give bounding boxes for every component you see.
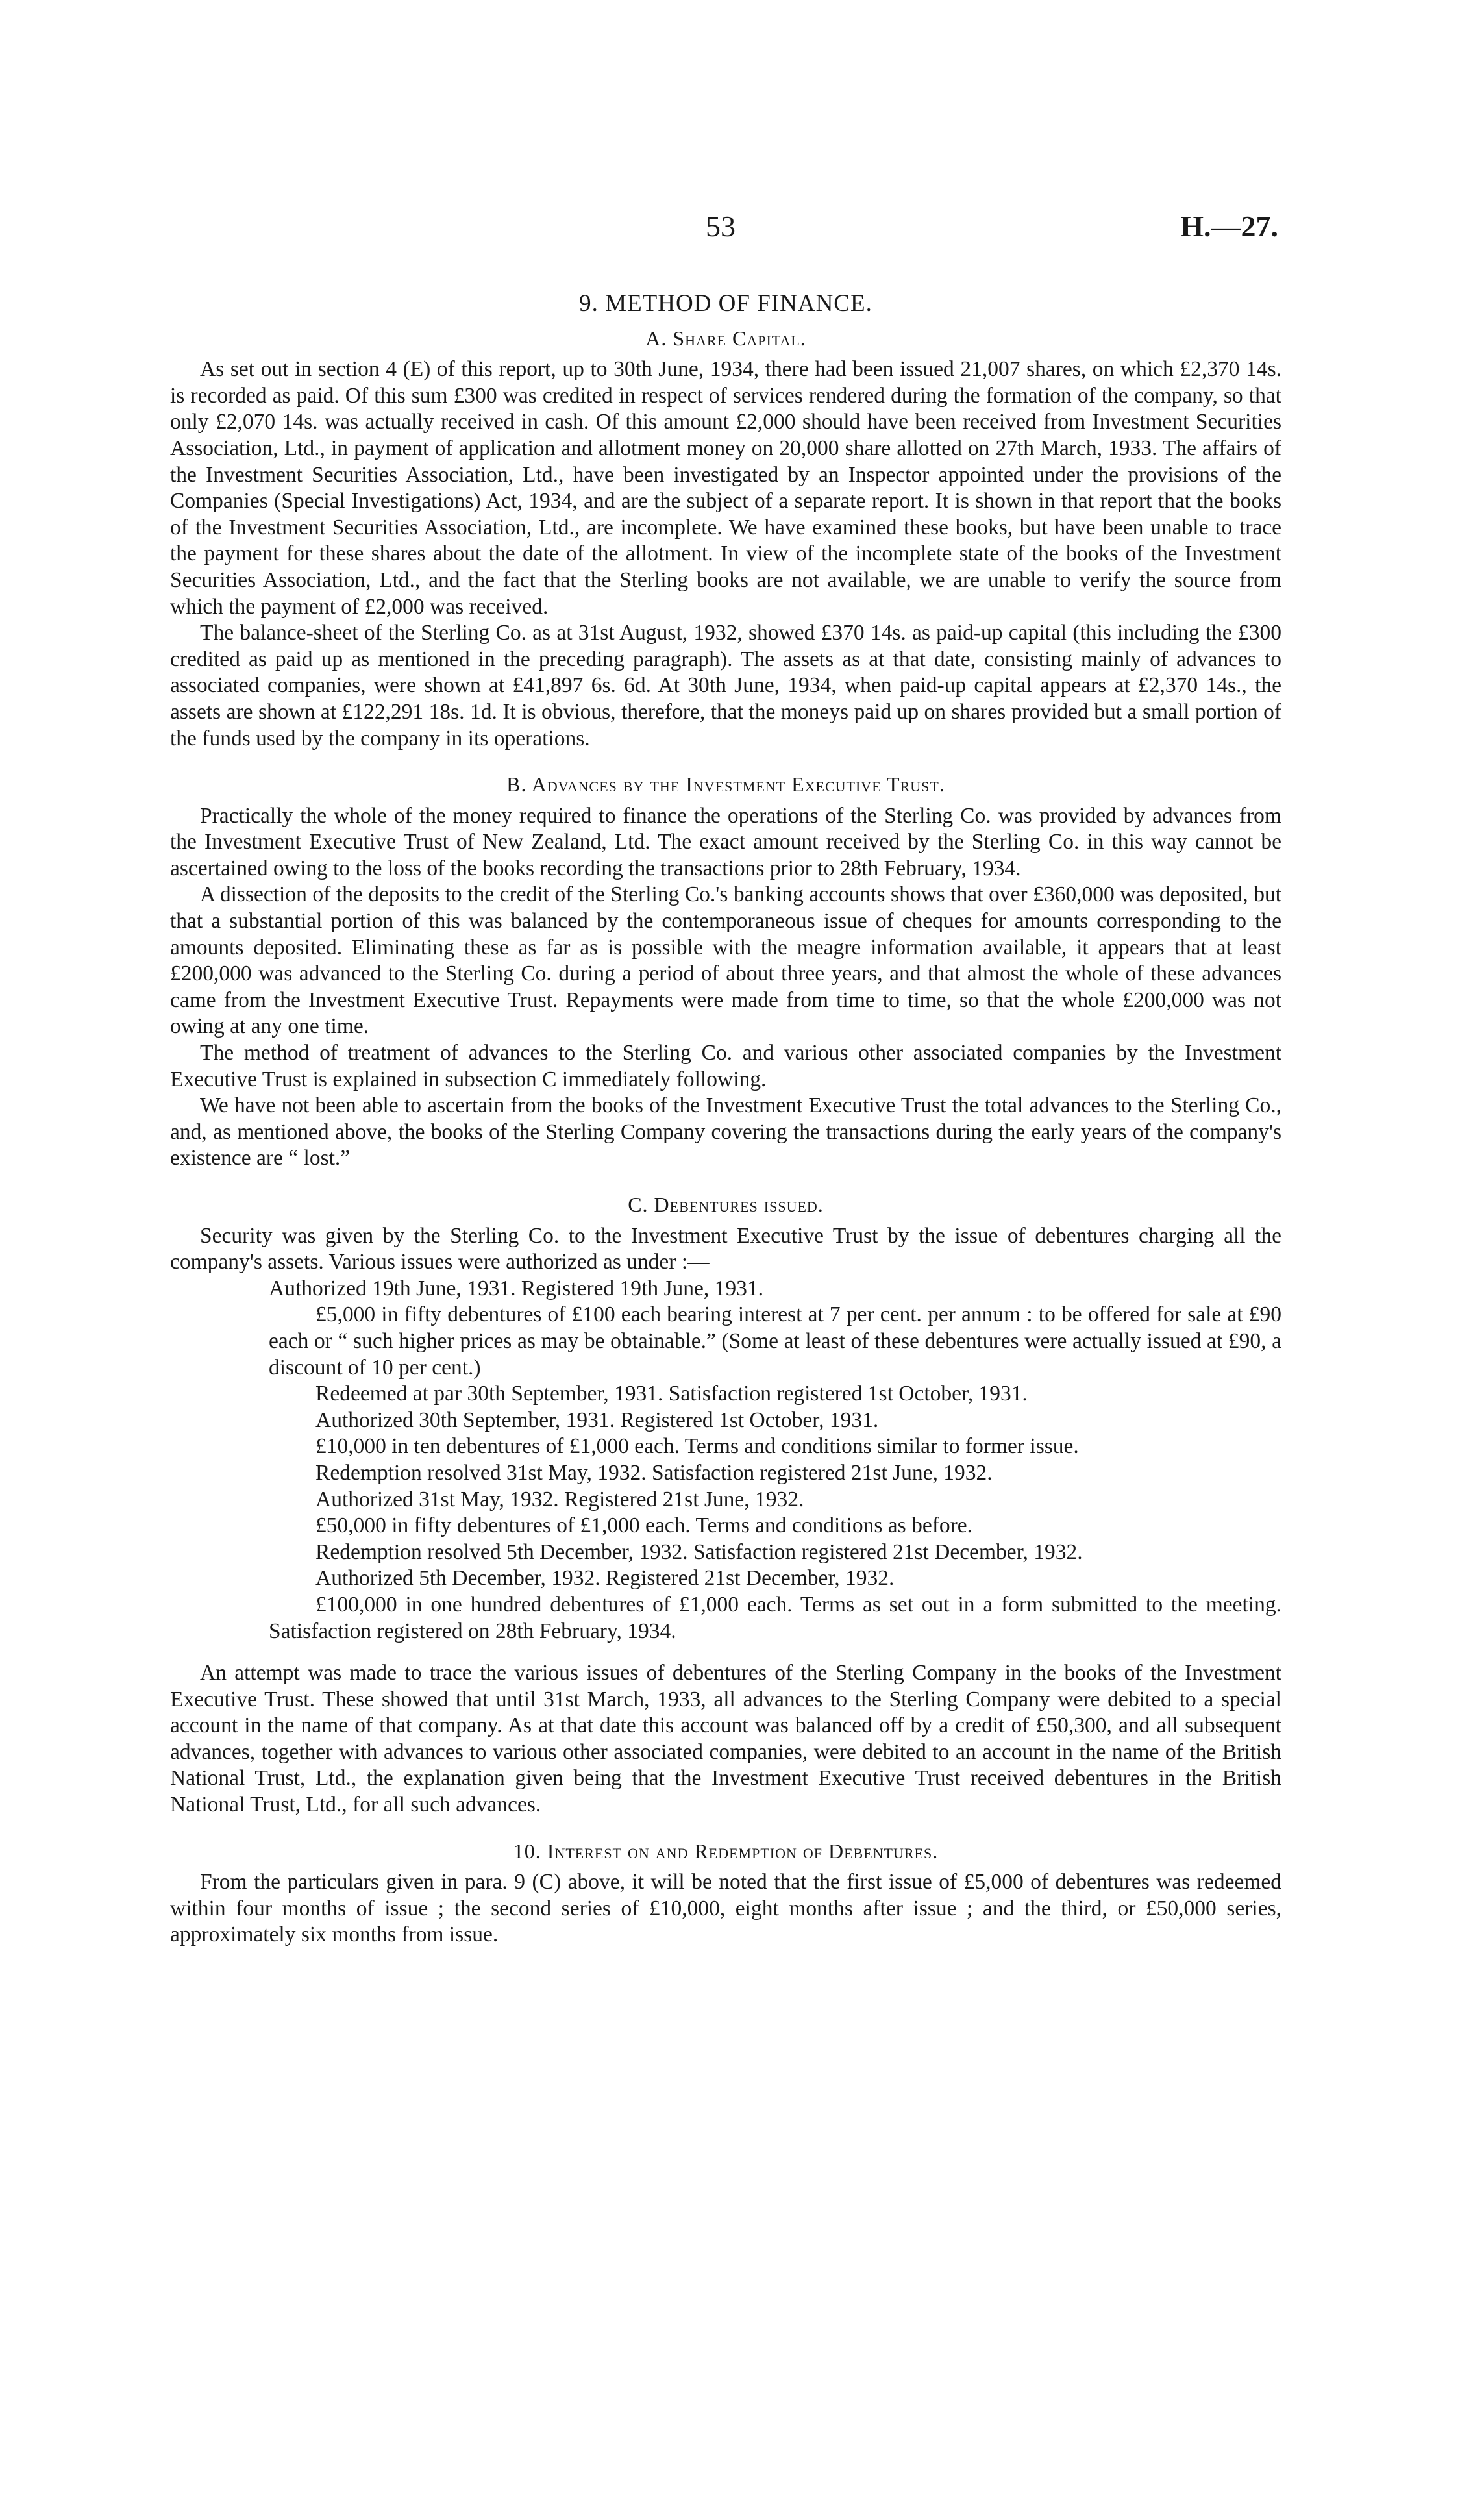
debenture-entry: Authorized 19th June, 1931. Registered 19th June, 1931. <box>269 1276 764 1300</box>
subsection-b-heading: B. Advances by the Investment Executive Trust. <box>506 773 945 797</box>
paragraph: From the particulars given in para. 9 (C) above, it will be noted that the first issue of £5,000 of debentures was redeemed within four months of issue ; the second series of £10,000, eight months after issue ; and the third, or £50,000 series, approximately six months from issue. <box>170 1870 1281 1947</box>
debenture-entry: £50,000 in fifty debentures of £1,000 each. Terms and conditions as before. <box>315 1513 973 1538</box>
document-reference: H.—27. <box>1180 210 1278 243</box>
subsection-c-heading: C. Debentures issued. <box>628 1193 824 1216</box>
paragraph: We have not been able to ascertain from the books of the Investment Executive Trust the total advances to the Sterling Co., and, as mentioned above, the books of the Sterling Company covering the transactions during the early years of the company's existence are “ lost.” <box>170 1093 1281 1171</box>
subsection-a-heading: A. Share Capital. <box>645 326 806 350</box>
paragraph: The balance-sheet of the Sterling Co. as at 31st August, 1932, showed £370 14s. as paid-up capital (this including the £300 credited as paid up as mentioned in the preceding paragraph). The assets as at that date, consisting mainly of advances to associated companies, were shown at £41,897 6s. 6d. At 30th June, 1934, when paid-up capital appears at £2,370 14s., the assets are shown at £122,291 18s. 1d. It is obvious, therefore, that the moneys paid up on shares provided but a small portion of the funds used by the company in its operations. <box>170 621 1281 751</box>
paragraph: Practically the whole of the money required to finance the operations of the Sterling Co. was provided by advances from the Investment Executive Trust of New Zealand, Ltd. The exact amount received by the Sterling Co. in this way cannot be ascertained owing to the loss of the books recording the transactions prior to 28th February, 1934. <box>170 803 1281 880</box>
paragraph: Security was given by the Sterling Co. to the Investment Executive Trust by the issue of debentures charging all the company's assets. Various issues were authorized as under :— <box>170 1223 1281 1274</box>
section-10-heading: 10. Interest on and Redemption of Debentures. <box>513 1839 939 1863</box>
debenture-entry: Redemption resolved 31st May, 1932. Satisfaction registered 21st June, 1932. <box>315 1460 993 1485</box>
paragraph: The method of treatment of advances to the Sterling Co. and various other associated companies by the Investment Executive Trust is explained in subsection C immediately following. <box>170 1041 1281 1091</box>
debenture-entry: Redemption resolved 5th December, 1932. Satisfaction registered 21st December, 1932. <box>315 1539 1083 1564</box>
paragraph: An attempt was made to trace the various issues of debentures of the Sterling Company in the books of the Investment Executive Trust. These showed that until 31st March, 1933, all advances to the Sterling Company were debited to a special account in the name of that company. As at that date this account was balanced off by a credit of £50,300, and all subsequent advances, together with advances to various other associated companies, were debited to an account in the name of the British National Trust, Ltd., the explanation given being that the Investment Executive Trust received debentures in the British National Trust, Ltd., for all such advances. <box>170 1661 1281 1817</box>
paragraph: A dissection of the deposits to the credit of the Sterling Co.'s banking accounts shows that over £360,000 was deposited, but that a substantial portion of this was balanced by the contemporaneous issue of cheques for amounts corresponding to the amounts deposited. Eliminating these as far as is possible with the meagre information available, it appears that at least £200,000 was advanced to the Sterling Co. during a period of about three years, and that almost the whole of these advances came from the Investment Executive Trust. Repayments were made from time to time, so that the whole £200,000 was not owing at any one time. <box>170 882 1281 1039</box>
debenture-entry: Authorized 31st May, 1932. Registered 21st June, 1932. <box>315 1487 804 1511</box>
debenture-entry: Redeemed at par 30th September, 1931. Satisfaction registered 1st October, 1931. <box>315 1382 1028 1406</box>
page-header <box>0 209 1484 248</box>
debenture-entry: Authorized 5th December, 1932. Registered 21st December, 1932. <box>315 1566 895 1591</box>
debenture-entry: £100,000 in one hundred debentures of £1,000 each. Terms as set out in a form submitted to the meeting. Satisfaction registered on 28th February, 1934. <box>269 1592 1281 1643</box>
debenture-list <box>269 1276 1281 1645</box>
debenture-entry: £5,000 in fifty debentures of £100 each bearing interest at 7 per cent. per annum : to be offered for sale at £90 each or “ such higher prices as may be obtainable.” (Some at least of these debentures were actually issued at £90, a discount of 10 per cent.) <box>269 1302 1281 1380</box>
paragraph: As set out in section 4 (E) of this report, up to 30th June, 1934, there had been issued 21,007 shares, on which £2,370 14s. is recorded as paid. Of this sum £300 was credited in respect of services rendered during the formation of the company, so that only £2,070 14s. was actually received in cash. Of this amount £2,000 should have been received from Investment Securities Association, Ltd., in payment of application and allotment money on 20,000 share allotted on 27th March, 1933. The affairs of the Investment Securities Association, Ltd., have been investigated by an Inspector appointed under the provisions of the Companies (Special Investigations) Act, 1934, and are the subject of a separate report. It is shown in that report that the books of the Investment Securities Association, Ltd., are incomplete. We have examined these books, but have been unable to trace the payment for these shares about the date of the allotment. In view of the incomplete state of the books of the Investment Securities Association, Ltd., and the fact that the Sterling books are not available, we are unable to verify the source from which the payment of £2,000 was received. <box>170 357 1281 619</box>
debenture-entry: Authorized 30th September, 1931. Registered 1st October, 1931. <box>315 1408 879 1432</box>
page-number: 53 <box>706 210 736 243</box>
document-body <box>170 291 1281 1948</box>
section-9-title: 9. METHOD OF FINANCE. <box>579 290 872 317</box>
debenture-entry: £10,000 in ten debentures of £1,000 each. Terms and conditions similar to former issue. <box>315 1434 1079 1459</box>
